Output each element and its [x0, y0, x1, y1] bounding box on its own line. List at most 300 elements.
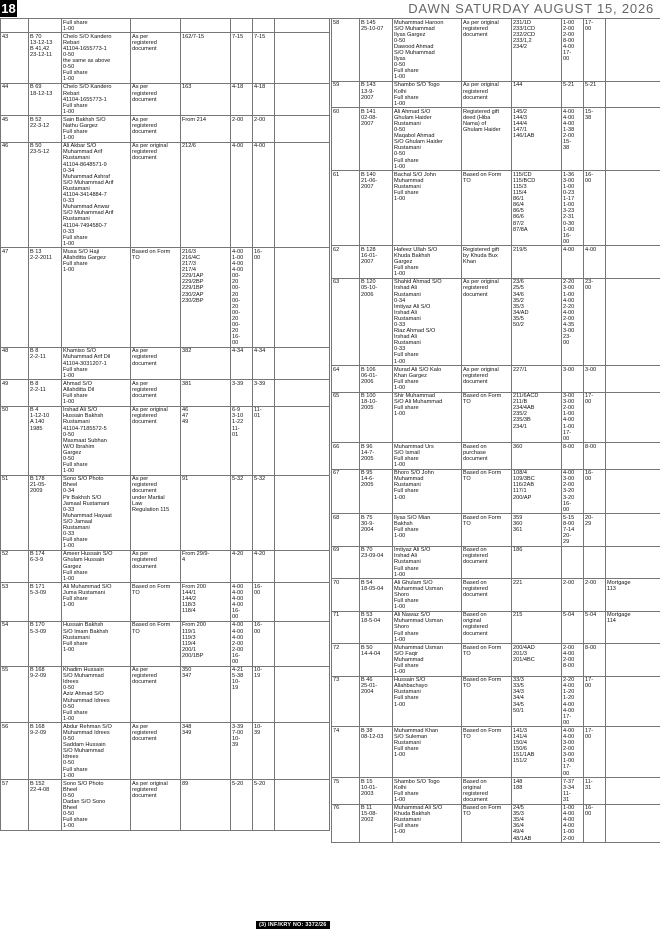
document-cell: Based on Form TO [462, 392, 512, 443]
serial-cell: 68 [332, 514, 360, 546]
document-cell: Based on original registered document [462, 778, 512, 804]
area-cell: 7-15 [231, 33, 253, 84]
survey-cell: 89 [181, 780, 231, 831]
record-row [1, 723, 330, 780]
survey-cell: 219/5 [512, 246, 562, 278]
entry-cell: B 8 2-2-11 [29, 347, 62, 379]
columns [0, 18, 660, 843]
remarks-cell [606, 366, 660, 392]
total-cell: 4-00 [584, 246, 606, 278]
remarks-cell [606, 443, 660, 469]
entry-cell: B 13 2-2-2011 [29, 248, 62, 348]
entry-cell: B 38 08-12-03 [360, 727, 393, 778]
survey-cell: 145/2 144/3 144/4 147/1 146/1AB [512, 108, 562, 171]
serial-cell: 50 [1, 406, 29, 475]
remarks-cell [606, 514, 660, 546]
total-cell: 20- 29 [584, 514, 606, 546]
document-cell: As per original registered document [462, 19, 512, 82]
area-cell: 4-20 [231, 550, 253, 582]
total-cell: 5-04 [584, 611, 606, 643]
entry-cell: B 171 5-3-09 [29, 583, 62, 622]
entry-cell: B 15 10-01- 2003 [360, 778, 393, 804]
owner-cell: Full share 1-00 [62, 19, 131, 33]
survey-cell: 381 [181, 380, 231, 406]
owner-cell: Ameer Hussain S/O Ghulam Hussain Gargez Full share 1-00 [62, 550, 131, 582]
area-cell: 4-00 [231, 142, 253, 248]
serial-cell: 63 [332, 278, 360, 365]
serial-cell: 56 [1, 723, 29, 780]
entry-cell: B 128 16-01- 2007 [360, 246, 393, 278]
remarks-cell [606, 108, 660, 171]
owner-cell: Sain Bakhsh S/O Nathu Gargez Full share 1-00 [62, 116, 131, 142]
record-row [1, 142, 330, 248]
document-cell: Based on registered document [462, 546, 512, 578]
document-cell: As per registered document [131, 347, 181, 379]
entry-cell: B 54 18-05-04 [360, 579, 393, 611]
document-cell: As per original registered document [131, 142, 181, 248]
owner-cell: Ali Akbar S/O Muhammad Arif Rustamani 41104-8648571-9 0-34 Muhammad Ashraf S/O Muhammad Arif Rustamani 41104-3414884-7 0-33 Muhammad Anwar S/O Muhammad Arif Rustamani 41104-7494580-7 0-33 Full share 1-00 [62, 142, 131, 248]
entry-cell: B 46 25-01- 2004 [360, 676, 393, 727]
area-cell: 7-37 3-34 11- 31 [562, 778, 584, 804]
total-cell: 3-39 [253, 380, 275, 406]
area-cell [231, 19, 253, 33]
record-row [332, 644, 660, 676]
remarks-cell [275, 780, 330, 831]
entry-cell: B 53 18-5-04 [360, 611, 393, 643]
area-cell: 4-00 4-00 4-00 4-00 16- 00 [231, 583, 253, 622]
entry-cell: B 145 25-10-07 [360, 19, 393, 82]
survey-cell: 144 [512, 81, 562, 107]
total-cell: 23- 00 [584, 278, 606, 365]
owner-cell: Imtiyaz Ali S/O Irshad Ali Rustamani Full share 1-00 [393, 546, 462, 578]
area-cell: 6-9 3-10 1-22 11- 01 [231, 406, 253, 475]
document-cell: As per original registered document [462, 278, 512, 365]
total-cell: 4-20 [253, 550, 275, 582]
right-column [331, 18, 660, 843]
serial-cell: 71 [332, 611, 360, 643]
owner-cell: Sono S/O Photo Bheel 0-50 Dadan S/O Sono Bheel 0-50 Full share 1-00 [62, 780, 131, 831]
total-cell: 7-15 [253, 33, 275, 84]
document-cell: Based on Form TO [462, 171, 512, 246]
remarks-cell [606, 246, 660, 278]
area-cell: 4-18 [231, 83, 253, 115]
area-cell: 5-20 [231, 780, 253, 831]
total-cell: 4-00 [253, 142, 275, 248]
total-cell: 5-20 [253, 780, 275, 831]
entry-cell: B 50 14-4-04 [360, 644, 393, 676]
document-cell: Based on Form TO [462, 727, 512, 778]
total-cell: 4-18 [253, 83, 275, 115]
record-row [1, 583, 330, 622]
area-cell: 4-00 4-00 4-00 1-38 2-00 15- 38 [562, 108, 584, 171]
record-row [1, 621, 330, 666]
entry-cell: B 143 13-9- 2007 [360, 81, 393, 107]
entry-cell: B 106 06-01- 2006 [360, 366, 393, 392]
serial-cell: 65 [332, 392, 360, 443]
area-cell: 5-32 [231, 475, 253, 550]
area-cell: 3-00 [562, 366, 584, 392]
remarks-cell [606, 469, 660, 514]
owner-cell: Muhammad Usman S/O Faqir Muhammad Full share 1-00 [393, 644, 462, 676]
entry-cell: B 70 23-09-04 [360, 546, 393, 578]
remarks-cell [606, 727, 660, 778]
total-cell: 16- 00 [253, 621, 275, 666]
survey-cell: 115/CD 115/BCD 115/3 115/4 86/1 86/4 86/5 86/6 87/2 87/8A [512, 171, 562, 246]
remarks-cell [275, 83, 330, 115]
area-cell: 2-00 [231, 116, 253, 142]
survey-cell: 382 [181, 347, 231, 379]
document-cell: Based on Form TO [462, 644, 512, 676]
serial-cell: 64 [332, 366, 360, 392]
survey-cell: 46 47 49 [181, 406, 231, 475]
right-records-table [331, 18, 660, 843]
owner-cell: Ahmad S/O Allahditta Dil Full share 1-00 [62, 380, 131, 406]
entry-cell: B 120 05-10- 2006 [360, 278, 393, 365]
record-row [1, 248, 330, 348]
total-cell: 8-00 [584, 443, 606, 469]
entry-cell: B 152 22-4-08 [29, 780, 62, 831]
entry-cell [29, 19, 62, 33]
remarks-cell [606, 19, 660, 82]
survey-cell: 221 [512, 579, 562, 611]
survey-cell: 231/1D 233/1CD 232/2CD 233/1,2 234/2 [512, 19, 562, 82]
total-cell: 3-00 [584, 366, 606, 392]
survey-cell: 148 188 [512, 778, 562, 804]
remarks-cell [606, 171, 660, 246]
remarks-cell [275, 248, 330, 348]
area-cell: 5-21 [562, 81, 584, 107]
entry-cell: B 75 30-9- 2004 [360, 514, 393, 546]
serial-cell: 43 [1, 33, 29, 84]
remarks-cell [275, 380, 330, 406]
survey-cell: 162/7-15 [181, 33, 231, 84]
document-cell: As per registered document [131, 116, 181, 142]
document-cell: Based on registered document [462, 579, 512, 611]
entry-cell: B 95 14-6- 2005 [360, 469, 393, 514]
owner-cell: Bhoro S/O John Muhammad Rustamani Full share 1-00 [393, 469, 462, 514]
document-cell: As per original registered document [462, 366, 512, 392]
owner-cell: Shambo S/O Togo Kolhi Full share 1-00 [393, 81, 462, 107]
area-cell: 4-00 1-00 4-00 4-00 00- 20 00- 20 00- 20 00- 20 00- 20 16- 00 [231, 248, 253, 348]
total-cell: 2-00 [253, 116, 275, 142]
left-column [0, 18, 329, 843]
owner-cell: Shir Muhammad S/O Ali Muhammad Full share 1-00 [393, 392, 462, 443]
total-cell: 8-00 [584, 644, 606, 676]
survey-cell: 348 349 [181, 723, 231, 780]
document-cell: Based on Form TO [131, 248, 181, 348]
serial-cell: 55 [1, 666, 29, 723]
total-cell: 16- 00 [253, 583, 275, 622]
survey-cell: 360 [512, 443, 562, 469]
record-row [332, 81, 660, 107]
footer-badge: (3) INF/KRY NO: 3372/26 [256, 921, 330, 929]
page-number: 18 [1, 1, 16, 16]
record-row [332, 676, 660, 727]
document-cell: Registered gift deed (Hiba Nama) of Ghulam Haider [462, 108, 512, 171]
serial-cell [1, 19, 29, 33]
record-row [332, 392, 660, 443]
area-cell [562, 546, 584, 578]
record-row [1, 19, 330, 33]
serial-cell: 62 [332, 246, 360, 278]
remarks-cell [606, 804, 660, 843]
total-cell: 11- 01 [253, 406, 275, 475]
owner-cell: Khadim Hussain S/O Muhammad Idrees 0-50 Aziz Ahmad S/O Muhammad Idrees 0-50 Full share 1-00 [62, 666, 131, 723]
record-row [1, 475, 330, 550]
remarks-cell [275, 621, 330, 666]
remarks-cell [275, 406, 330, 475]
area-cell: 5-04 [562, 611, 584, 643]
survey-cell: From 200 119/1 119/3 119/4 200/1 200/1BP [181, 621, 231, 666]
entry-cell: B 168 9-2-09 [29, 723, 62, 780]
total-cell: 10- 19 [253, 666, 275, 723]
total-cell: 15- 38 [584, 108, 606, 171]
owner-cell: Abdur Rehman S/O Muhammad Idrees 0-50 Saddam Hussain S/O Muhammad Idrees 0-50 Full share 1-00 [62, 723, 131, 780]
owner-cell: Bachal S/O John Muhammad Rustamani Full share 1-00 [393, 171, 462, 246]
owner-cell: Ali Ahmad S/O Ghulam Haider Rustamani 0-50 Maqabol Ahmad S/O Ghulam Haider Rustamani 0-50 Full share 1-00 [393, 108, 462, 171]
serial-cell: 49 [1, 380, 29, 406]
owner-cell: Ali Ghulam S/O Muhammad Usman Shoro Full share 1-00 [393, 579, 462, 611]
serial-cell: 67 [332, 469, 360, 514]
survey-cell: 216/3 216/4C 217/3 217/4 229/1AP 229/2BP 229/1BP 230/2AP 230/2BP [181, 248, 231, 348]
entry-cell: B 69 18-12-13 [29, 83, 62, 115]
survey-cell: 212/6 [181, 142, 231, 248]
owner-cell: Muhammad Urs S/O Ismail Full share 1-00 [393, 443, 462, 469]
total-cell: 5-32 [253, 475, 275, 550]
serial-cell: 70 [332, 579, 360, 611]
record-row [332, 278, 660, 365]
area-cell: 4-00 4-00 4-00 2-00 2-00 16- 00 [231, 621, 253, 666]
area-cell: 1-00 4-00 4-00 4-00 1-00 2-00 [562, 804, 584, 843]
entry-cell: B 50 23-5-12 [29, 142, 62, 248]
owner-cell: Ali Muhammad S/O Juma Rustamani Full share 1-00 [62, 583, 131, 622]
total-cell: 16- 00 [584, 171, 606, 246]
survey-cell: From 200 144/1 144/2 118/3 118/4 [181, 583, 231, 622]
serial-cell: 46 [1, 142, 29, 248]
area-cell: 1-36 3-00 1-00 0-23 1-17 1-00 3-23 2-31 0-30 1-00 16- 00 [562, 171, 584, 246]
remarks-cell [275, 19, 330, 33]
survey-cell: 24/5 35/3 35/4 36/4 49/4 48/1AB [512, 804, 562, 843]
document-cell: Based on Form TO [131, 621, 181, 666]
owner-cell: Shahid Ahmad S/O Irshad Ali Rustamani 0-34 Imtiyaz Ali S/O Irshad Ali Rustamani 0-33 Riaz Ahmad S/O Irshad Ali Rustamani 0-33 Full share 1-00 [393, 278, 462, 365]
area-cell: 2-20 3-00 1-00 4-00 2-20 4-00 2-00 4-35 3-00 23- 00 [562, 278, 584, 365]
owner-cell: Ilyas S/O Mian Bakhsh Full share 1-00 [393, 514, 462, 546]
owner-cell: Muhammad Haroon S/O Muhammad Ilyas Gargez 0-50 Dawood Ahmad S/O Muhammad Ilyas 0-50 Full share 1-00 [393, 19, 462, 82]
remarks-cell [275, 550, 330, 582]
survey-cell: 359 360 361 [512, 514, 562, 546]
total-cell: 16- 00 [253, 248, 275, 348]
document-cell: As per registered document [131, 723, 181, 780]
serial-cell: 53 [1, 583, 29, 622]
record-row [332, 611, 660, 643]
owner-cell: Chelo S/O Kandero Rebari 41104-1655773-1 Full share 1-00 [62, 83, 131, 115]
record-row [332, 804, 660, 843]
serial-cell: 57 [1, 780, 29, 831]
remarks-cell [275, 723, 330, 780]
document-cell: As per original registered document [131, 406, 181, 475]
remarks-cell [275, 347, 330, 379]
area-cell: 4-00 4-00 3-00 2-00 3-00 1-00 17- 00 [562, 727, 584, 778]
remarks-cell [275, 475, 330, 550]
owner-cell: Murad Ali S/O Kalo Khan Gargez Full share 1-00 [393, 366, 462, 392]
area-cell: 8-00 [562, 443, 584, 469]
owner-cell: Hafeez Ullah S/O Khuda Bakhsh Gargez Full share 1-00 [393, 246, 462, 278]
right-records-body [332, 19, 660, 843]
area-cell: 2-20 4-00 1-20 1-20 4-00 4-00 17- 00 [562, 676, 584, 727]
remarks-cell [275, 116, 330, 142]
remarks-cell: Mortgage 113 [606, 579, 660, 611]
serial-cell: 59 [332, 81, 360, 107]
owner-cell: Shambo S/O Togo Kolhi Full share 1-00 [393, 778, 462, 804]
document-cell: Based on original registered document [462, 611, 512, 643]
entry-cell: B 140 21-06- 2007 [360, 171, 393, 246]
serial-cell: 58 [332, 19, 360, 82]
record-row [1, 116, 330, 142]
owner-cell: Irshad Ali S/O Hussain Bakhsh Rustamani 41104-7185572-5 0-50 Masmaat Subhan W/O Ibrahim Gargez 0-50 Full share 1-00 [62, 406, 131, 475]
entry-cell: B 174 6-3-9 [29, 550, 62, 582]
remarks-cell [606, 644, 660, 676]
serial-cell: 52 [1, 550, 29, 582]
total-cell: 4-34 [253, 347, 275, 379]
entry-cell: B 170 5-3-09 [29, 621, 62, 666]
record-row [332, 469, 660, 514]
total-cell: 17- 00 [584, 676, 606, 727]
entry-cell: B 52 22-3-12 [29, 116, 62, 142]
record-row [332, 19, 660, 82]
record-row [332, 579, 660, 611]
area-cell: 4-00 [562, 246, 584, 278]
document-cell: Based on Form TO [131, 583, 181, 622]
document-cell: As per registered document [131, 380, 181, 406]
area-cell: 2-00 4-00 2-00 8-00 [562, 644, 584, 676]
serial-cell: 47 [1, 248, 29, 348]
serial-cell: 60 [332, 108, 360, 171]
entry-cell: B 11 15-08- 2002 [360, 804, 393, 843]
area-cell: 2-00 [562, 579, 584, 611]
record-row [332, 171, 660, 246]
area-cell: 1-00 2-00 2-00 8-00 4-00 17- 00 [562, 19, 584, 82]
document-cell: Based on Form TO [462, 469, 512, 514]
serial-cell: 69 [332, 546, 360, 578]
survey-cell: From 214 [181, 116, 231, 142]
remarks-cell [606, 676, 660, 727]
record-row [1, 33, 330, 84]
document-cell: Based on purchase document [462, 443, 512, 469]
record-row [1, 406, 330, 475]
owner-cell: Hussain Bakhsh S/O Imam Bakhsh Rustamani Full share 1-00 [62, 621, 131, 666]
serial-cell: 66 [332, 443, 360, 469]
remarks-cell: Mortgage 114 [606, 611, 660, 643]
owner-cell: Hussain S/O Allahbachayo Rustamani Full share 1-00 [393, 676, 462, 727]
survey-cell: 23/6 25/5 34/6 35/2 35/3 34/AD 35/5 50/2 [512, 278, 562, 365]
left-records-table [0, 18, 330, 831]
record-row [1, 550, 330, 582]
record-row [332, 778, 660, 804]
survey-cell: 163 [181, 83, 231, 115]
survey-cell [181, 19, 231, 33]
survey-cell: 215 [512, 611, 562, 643]
serial-cell: 76 [332, 804, 360, 843]
masthead-title: DAWN SATURDAY AUGUST 15, 2026 [408, 1, 654, 16]
area-cell: 4-00 3-00 2-00 3-20 3-20 16- 00 [562, 469, 584, 514]
left-records-body [1, 19, 330, 831]
total-cell: 16- 00 [584, 804, 606, 843]
survey-cell: 186 [512, 546, 562, 578]
record-row [332, 443, 660, 469]
masthead [0, 0, 660, 19]
area-cell: 4-34 [231, 347, 253, 379]
record-row [1, 780, 330, 831]
serial-cell: 48 [1, 347, 29, 379]
total-cell: 11- 31 [584, 778, 606, 804]
area-cell: 5-15 8-00 7-14 20- 29 [562, 514, 584, 546]
area-cell: 3-00 3-00 2-00 1-00 4-00 1-00 17- 00 [562, 392, 584, 443]
serial-cell: 75 [332, 778, 360, 804]
serial-cell: 54 [1, 621, 29, 666]
remarks-cell [606, 81, 660, 107]
survey-cell: 350 347 [181, 666, 231, 723]
document-cell: Registered gift by Khuda Bux Khan [462, 246, 512, 278]
total-cell: 5-21 [584, 81, 606, 107]
total-cell: 16- 00 [584, 469, 606, 514]
record-row [1, 83, 330, 115]
record-row [332, 246, 660, 278]
record-row [1, 347, 330, 379]
serial-cell: 74 [332, 727, 360, 778]
owner-cell: Muhammad Khan S/O Suleman Rustamani Full share 1-00 [393, 727, 462, 778]
document-cell: As per registered document [131, 83, 181, 115]
document-cell: Based on Form TO [462, 514, 512, 546]
entry-cell: B 70 13-12-13 B 41,42 23-12-11 [29, 33, 62, 84]
survey-cell: 211/6ACD 211/B 234/4AB 235/2 235/3B 234/1 [512, 392, 562, 443]
document-cell: As per registered document [131, 550, 181, 582]
owner-cell: Musa S/O Haji Allahditta Gargez Full share 1-00 [62, 248, 131, 348]
document-cell: Based on Form TO [462, 804, 512, 843]
total-cell: 17- 00 [584, 19, 606, 82]
serial-cell: 51 [1, 475, 29, 550]
remarks-cell [275, 33, 330, 84]
owner-cell: Ali Nawaz S/O Muhammad Usman Shoro Full share 1-00 [393, 611, 462, 643]
document-cell [131, 19, 181, 33]
serial-cell: 61 [332, 171, 360, 246]
total-cell [253, 19, 275, 33]
record-row [1, 666, 330, 723]
record-row [332, 514, 660, 546]
remarks-cell [275, 583, 330, 622]
total-cell: 2-00 [584, 579, 606, 611]
survey-cell: From 29/9- 4 [181, 550, 231, 582]
document-cell: As per registered document [131, 666, 181, 723]
owner-cell: Chelo S/O Kandero Rebari 41104-1655773-1 0-50 the same as above 0-50 Full share 1-00 [62, 33, 131, 84]
area-cell: 3-39 [231, 380, 253, 406]
record-row [332, 366, 660, 392]
survey-cell: 227/1 [512, 366, 562, 392]
document-cell: As per original registered document [462, 81, 512, 107]
owner-cell: Muhammad Ali S/O Khuda Bakhsh Rustamani Full share 1-00 [393, 804, 462, 843]
entry-cell: B 168 9-2-09 [29, 666, 62, 723]
total-cell: 17- 00 [584, 727, 606, 778]
survey-cell: 33/3 33/5 34/3 34/4 34/5 50/1 [512, 676, 562, 727]
area-cell: 4-21 5-38 10- 19 [231, 666, 253, 723]
entry-cell: B 8 2-2-11 [29, 380, 62, 406]
remarks-cell [275, 666, 330, 723]
remarks-cell [275, 142, 330, 248]
total-cell [584, 546, 606, 578]
entry-cell: B 100 18-10- 2005 [360, 392, 393, 443]
total-cell: 17- 00 [584, 392, 606, 443]
entry-cell: B 141 02-08- 2007 [360, 108, 393, 171]
owner-cell: Sono S/O Photo Bheel 0-34 Pir Bakhsh S/O Jamaal Rustamani 0-33 Muhammad Hayaat S/O Jamaal Rustamani 0-33 Full share 1-00 [62, 475, 131, 550]
